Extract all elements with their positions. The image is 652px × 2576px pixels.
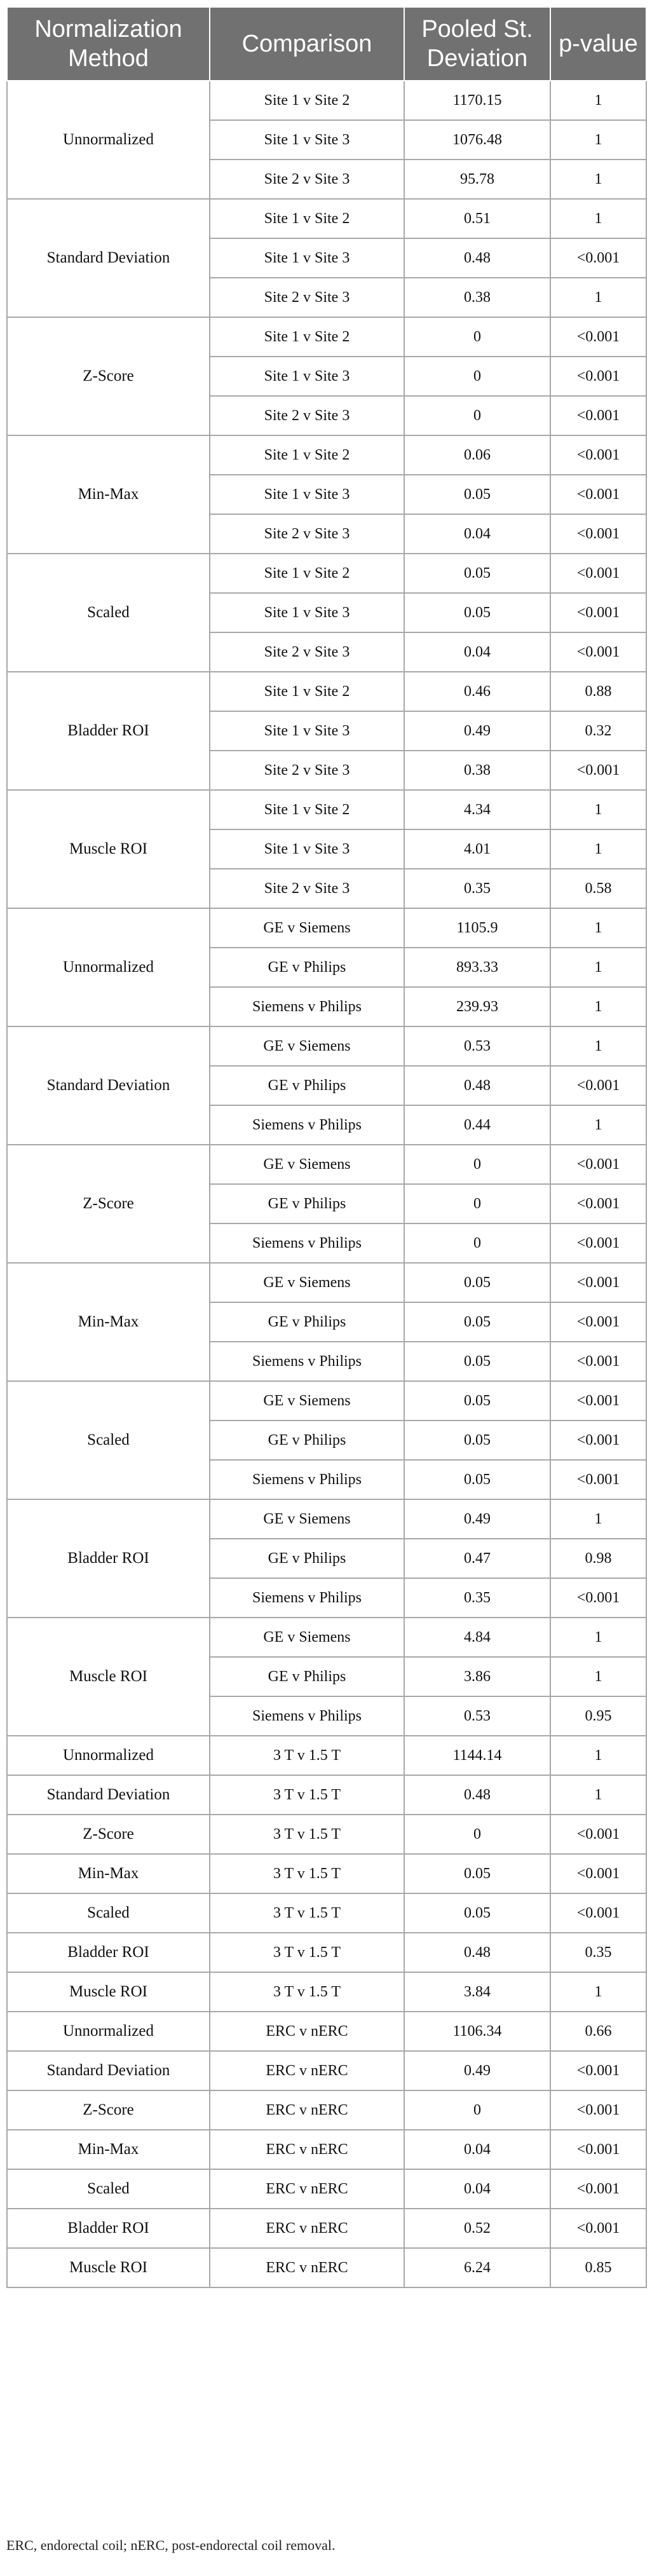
pooled-sd-cell: 0.38	[404, 751, 550, 790]
table-row	[7, 2130, 646, 2169]
p-value-cell: 1	[550, 1657, 646, 1696]
pooled-sd-cell: 0.05	[404, 1893, 550, 1933]
pooled-sd-cell: 0.49	[404, 711, 550, 751]
method-cell: Standard Deviation	[7, 2051, 210, 2090]
comparison-cell: GE v Philips	[210, 1302, 404, 1342]
comparison-cell: GE v Siemens	[210, 1381, 404, 1421]
comparison-cell: 3 T v 1.5 T	[210, 1972, 404, 2012]
pooled-sd-cell: 0	[404, 1223, 550, 1263]
pooled-sd-cell: 0.05	[404, 1342, 550, 1381]
p-value-cell: 0.58	[550, 869, 646, 908]
table-row	[7, 908, 646, 948]
method-cell: Min-Max	[7, 1854, 210, 1893]
comparison-cell: GE v Siemens	[210, 1618, 404, 1657]
table-row	[7, 1933, 646, 1972]
p-value-cell: 0.66	[550, 2012, 646, 2051]
method-cell: Bladder ROI	[7, 2209, 210, 2248]
header-row	[7, 7, 646, 81]
pooled-sd-cell: 0.05	[404, 1854, 550, 1893]
pooled-sd-cell: 0.05	[404, 1381, 550, 1421]
table-row	[7, 2051, 646, 2090]
method-cell: Muscle ROI	[7, 790, 210, 908]
p-value-cell: <0.001	[550, 396, 646, 435]
comparison-table-container	[6, 6, 646, 2288]
table-row	[7, 1263, 646, 1302]
comparison-cell: Site 1 v Site 3	[210, 120, 404, 160]
comparison-cell: ERC v nERC	[210, 2051, 404, 2090]
comparison-cell: Site 2 v Site 3	[210, 632, 404, 672]
pooled-sd-cell: 6.24	[404, 2248, 550, 2287]
pooled-sd-cell: 0.53	[404, 1026, 550, 1066]
pooled-sd-cell: 0.48	[404, 1066, 550, 1105]
p-value-cell: 0.35	[550, 1933, 646, 1972]
pooled-sd-cell: 0.48	[404, 238, 550, 278]
comparison-cell: 3 T v 1.5 T	[210, 1893, 404, 1933]
p-value-cell: <0.001	[550, 2130, 646, 2169]
comparison-cell: ERC v nERC	[210, 2012, 404, 2051]
method-cell: Standard Deviation	[7, 1026, 210, 1145]
comparison-cell: Site 1 v Site 3	[210, 357, 404, 396]
comparison-cell: Siemens v Philips	[210, 1460, 404, 1499]
method-cell: Bladder ROI	[7, 672, 210, 790]
table-row	[7, 790, 646, 829]
comparison-cell: Site 1 v Site 3	[210, 593, 404, 632]
pooled-sd-cell: 0.51	[404, 199, 550, 238]
p-value-cell: 0.85	[550, 2248, 646, 2287]
pooled-sd-cell: 0.35	[404, 869, 550, 908]
pooled-sd-cell: 95.78	[404, 160, 550, 199]
p-value-cell: 1	[550, 1775, 646, 1815]
p-value-cell: <0.001	[550, 632, 646, 672]
comparison-cell: Site 1 v Site 2	[210, 199, 404, 238]
p-value-cell: 1	[550, 790, 646, 829]
p-value-cell: <0.001	[550, 1893, 646, 1933]
pooled-sd-cell: 0.46	[404, 672, 550, 711]
pooled-sd-cell: 0.04	[404, 2169, 550, 2209]
method-cell: Min-Max	[7, 2130, 210, 2169]
comparison-cell: 3 T v 1.5 T	[210, 1854, 404, 1893]
method-cell: Unnormalized	[7, 2012, 210, 2051]
p-value-cell: <0.001	[550, 2169, 646, 2209]
p-value-cell: 1	[550, 1736, 646, 1775]
method-cell: Scaled	[7, 1381, 210, 1499]
p-value-cell: <0.001	[550, 1578, 646, 1618]
comparison-cell: Site 1 v Site 2	[210, 435, 404, 475]
header-comparison: Comparison	[210, 7, 404, 81]
p-value-cell: <0.001	[550, 1263, 646, 1302]
table-row	[7, 2209, 646, 2248]
table-row	[7, 1381, 646, 1421]
pooled-sd-cell: 0.49	[404, 2051, 550, 2090]
comparison-cell: GE v Philips	[210, 1421, 404, 1460]
comparison-cell: Site 2 v Site 3	[210, 751, 404, 790]
comparison-cell: GE v Philips	[210, 948, 404, 987]
comparison-cell: Site 2 v Site 3	[210, 278, 404, 317]
p-value-cell: 1	[550, 278, 646, 317]
pooled-sd-cell: 1170.15	[404, 81, 550, 120]
comparison-cell: Siemens v Philips	[210, 1696, 404, 1736]
p-value-cell: 0.95	[550, 1696, 646, 1736]
p-value-cell: <0.001	[550, 2209, 646, 2248]
p-value-cell: <0.001	[550, 435, 646, 475]
table-row	[7, 1893, 646, 1933]
p-value-cell: <0.001	[550, 317, 646, 357]
method-cell: Unnormalized	[7, 1736, 210, 1775]
comparison-cell: Siemens v Philips	[210, 987, 404, 1026]
comparison-cell: Site 1 v Site 2	[210, 81, 404, 120]
comparison-cell: Siemens v Philips	[210, 1342, 404, 1381]
pooled-sd-cell: 0.47	[404, 1539, 550, 1578]
p-value-cell: 1	[550, 120, 646, 160]
method-cell: Scaled	[7, 554, 210, 672]
method-cell: Z-Score	[7, 1815, 210, 1854]
p-value-cell: <0.001	[550, 1066, 646, 1105]
table-row	[7, 2248, 646, 2287]
p-value-cell: <0.001	[550, 357, 646, 396]
table-row	[7, 1736, 646, 1775]
pooled-sd-cell: 0.05	[404, 1263, 550, 1302]
comparison-cell: Site 1 v Site 2	[210, 672, 404, 711]
comparison-cell: ERC v nERC	[210, 2130, 404, 2169]
table-row	[7, 1026, 646, 1066]
comparison-cell: Siemens v Philips	[210, 1578, 404, 1618]
p-value-cell: <0.001	[550, 554, 646, 593]
comparison-cell: 3 T v 1.5 T	[210, 1933, 404, 1972]
pooled-sd-cell: 0.05	[404, 1421, 550, 1460]
method-cell: Scaled	[7, 1893, 210, 1933]
comparison-cell: Site 1 v Site 2	[210, 554, 404, 593]
p-value-cell: <0.001	[550, 1381, 646, 1421]
pooled-sd-cell: 0	[404, 357, 550, 396]
pooled-sd-cell: 3.86	[404, 1657, 550, 1696]
p-value-cell: 0.32	[550, 711, 646, 751]
method-cell: Min-Max	[7, 1263, 210, 1381]
comparison-cell: Siemens v Philips	[210, 1105, 404, 1145]
method-cell: Standard Deviation	[7, 1775, 210, 1815]
pooled-sd-cell: 0	[404, 317, 550, 357]
p-value-cell: <0.001	[550, 2051, 646, 2090]
p-value-cell: <0.001	[550, 1223, 646, 1263]
method-cell: Bladder ROI	[7, 1933, 210, 1972]
table-row	[7, 81, 646, 120]
p-value-cell: 1	[550, 199, 646, 238]
comparison-cell: Site 2 v Site 3	[210, 160, 404, 199]
table-row	[7, 1618, 646, 1657]
pooled-sd-cell: 0	[404, 1815, 550, 1854]
comparison-cell: GE v Siemens	[210, 1145, 404, 1184]
pooled-sd-cell: 0.05	[404, 1460, 550, 1499]
comparison-cell: Site 2 v Site 3	[210, 396, 404, 435]
pooled-sd-cell: 0	[404, 1145, 550, 1184]
pooled-sd-cell: 0	[404, 2090, 550, 2130]
pooled-sd-cell: 0	[404, 396, 550, 435]
pooled-sd-cell: 0	[404, 1184, 550, 1223]
comparison-cell: Site 1 v Site 2	[210, 317, 404, 357]
p-value-cell: 1	[550, 1105, 646, 1145]
p-value-cell: 1	[550, 1972, 646, 2012]
pooled-sd-cell: 0.04	[404, 2130, 550, 2169]
method-cell: Muscle ROI	[7, 1972, 210, 2012]
pooled-sd-cell: 0.53	[404, 1696, 550, 1736]
p-value-cell: <0.001	[550, 1421, 646, 1460]
p-value-cell: <0.001	[550, 1815, 646, 1854]
comparison-cell: ERC v nERC	[210, 2090, 404, 2130]
table-row	[7, 2090, 646, 2130]
pooled-sd-cell: 4.84	[404, 1618, 550, 1657]
method-cell: Bladder ROI	[7, 1499, 210, 1618]
comparison-cell: Site 1 v Site 3	[210, 475, 404, 514]
method-cell: Standard Deviation	[7, 199, 210, 317]
table-row	[7, 1854, 646, 1893]
method-cell: Muscle ROI	[7, 1618, 210, 1736]
comparison-cell: Site 2 v Site 3	[210, 869, 404, 908]
table-row	[7, 1145, 646, 1184]
table-footnote: ERC, endorectal coil; nERC, post-endorectal coil removal.	[6, 2537, 336, 2553]
p-value-cell: 1	[550, 1618, 646, 1657]
comparison-cell: Siemens v Philips	[210, 1223, 404, 1263]
table-row	[7, 1815, 646, 1854]
pooled-sd-cell: 0.04	[404, 514, 550, 554]
comparison-cell: GE v Philips	[210, 1539, 404, 1578]
p-value-cell: <0.001	[550, 514, 646, 554]
p-value-cell: <0.001	[550, 593, 646, 632]
method-cell: Z-Score	[7, 1145, 210, 1263]
comparison-cell: 3 T v 1.5 T	[210, 1815, 404, 1854]
comparison-cell: GE v Philips	[210, 1066, 404, 1105]
table-row	[7, 435, 646, 475]
p-value-cell: 1	[550, 987, 646, 1026]
pooled-sd-cell: 4.34	[404, 790, 550, 829]
pooled-sd-cell: 3.84	[404, 1972, 550, 2012]
pooled-sd-cell: 0.05	[404, 554, 550, 593]
p-value-cell: <0.001	[550, 475, 646, 514]
pooled-sd-cell: 239.93	[404, 987, 550, 1026]
comparison-cell: Site 1 v Site 3	[210, 829, 404, 869]
comparison-cell: 3 T v 1.5 T	[210, 1736, 404, 1775]
comparison-cell: Site 1 v Site 3	[210, 711, 404, 751]
table-row	[7, 317, 646, 357]
comparison-cell: ERC v nERC	[210, 2248, 404, 2287]
table-row	[7, 2012, 646, 2051]
normalization-comparison-table	[6, 6, 647, 2288]
pooled-sd-cell: 0.49	[404, 1499, 550, 1539]
p-value-cell: <0.001	[550, 1184, 646, 1223]
comparison-cell: Site 2 v Site 3	[210, 514, 404, 554]
table-row	[7, 2169, 646, 2209]
p-value-cell: 1	[550, 81, 646, 120]
p-value-cell: 1	[550, 160, 646, 199]
pooled-sd-cell: 1076.48	[404, 120, 550, 160]
table-row	[7, 1499, 646, 1539]
method-cell: Unnormalized	[7, 81, 210, 199]
comparison-cell: GE v Philips	[210, 1184, 404, 1223]
comparison-cell: GE v Siemens	[210, 908, 404, 948]
p-value-cell: <0.001	[550, 2090, 646, 2130]
pooled-sd-cell: 0.52	[404, 2209, 550, 2248]
pooled-sd-cell: 0.05	[404, 1302, 550, 1342]
pooled-sd-cell: 4.01	[404, 829, 550, 869]
p-value-cell: <0.001	[550, 1854, 646, 1893]
p-value-cell: 0.98	[550, 1539, 646, 1578]
method-cell: Scaled	[7, 2169, 210, 2209]
comparison-cell: GE v Philips	[210, 1657, 404, 1696]
table-row	[7, 199, 646, 238]
pooled-sd-cell: 0.05	[404, 475, 550, 514]
p-value-cell: 1	[550, 1499, 646, 1539]
p-value-cell: <0.001	[550, 1460, 646, 1499]
comparison-cell: 3 T v 1.5 T	[210, 1775, 404, 1815]
comparison-cell: GE v Siemens	[210, 1499, 404, 1539]
method-cell: Unnormalized	[7, 908, 210, 1026]
pooled-sd-cell: 0.48	[404, 1933, 550, 1972]
comparison-cell: GE v Siemens	[210, 1263, 404, 1302]
pooled-sd-cell: 0.48	[404, 1775, 550, 1815]
method-cell: Z-Score	[7, 2090, 210, 2130]
table-row	[7, 1972, 646, 2012]
table-row	[7, 1775, 646, 1815]
p-value-cell: <0.001	[550, 1342, 646, 1381]
comparison-cell: Site 1 v Site 2	[210, 790, 404, 829]
pooled-sd-cell: 1105.9	[404, 908, 550, 948]
pooled-sd-cell: 0.44	[404, 1105, 550, 1145]
comparison-cell: ERC v nERC	[210, 2209, 404, 2248]
p-value-cell: <0.001	[550, 751, 646, 790]
pooled-sd-cell: 0.35	[404, 1578, 550, 1618]
comparison-cell: ERC v nERC	[210, 2169, 404, 2209]
p-value-cell: <0.001	[550, 1302, 646, 1342]
pooled-sd-cell: 0.06	[404, 435, 550, 475]
pooled-sd-cell: 0.38	[404, 278, 550, 317]
p-value-cell: 1	[550, 948, 646, 987]
header-normalization-method: Normalization Method	[7, 7, 210, 81]
table-row	[7, 554, 646, 593]
p-value-cell: 1	[550, 1026, 646, 1066]
header-p-value: p-value	[550, 7, 646, 81]
pooled-sd-cell: 0.04	[404, 632, 550, 672]
method-cell: Min-Max	[7, 435, 210, 554]
p-value-cell: 1	[550, 829, 646, 869]
pooled-sd-cell: 1106.34	[404, 2012, 550, 2051]
comparison-cell: GE v Siemens	[210, 1026, 404, 1066]
p-value-cell: <0.001	[550, 1145, 646, 1184]
method-cell: Z-Score	[7, 317, 210, 435]
table-row	[7, 672, 646, 711]
header-pooled-sd: Pooled St. Deviation	[404, 7, 550, 81]
pooled-sd-cell: 0.05	[404, 593, 550, 632]
method-cell: Muscle ROI	[7, 2248, 210, 2287]
comparison-cell: Site 1 v Site 3	[210, 238, 404, 278]
p-value-cell: <0.001	[550, 238, 646, 278]
pooled-sd-cell: 893.33	[404, 948, 550, 987]
pooled-sd-cell: 1144.14	[404, 1736, 550, 1775]
p-value-cell: 0.88	[550, 672, 646, 711]
table-body	[7, 81, 646, 2287]
p-value-cell: 1	[550, 908, 646, 948]
